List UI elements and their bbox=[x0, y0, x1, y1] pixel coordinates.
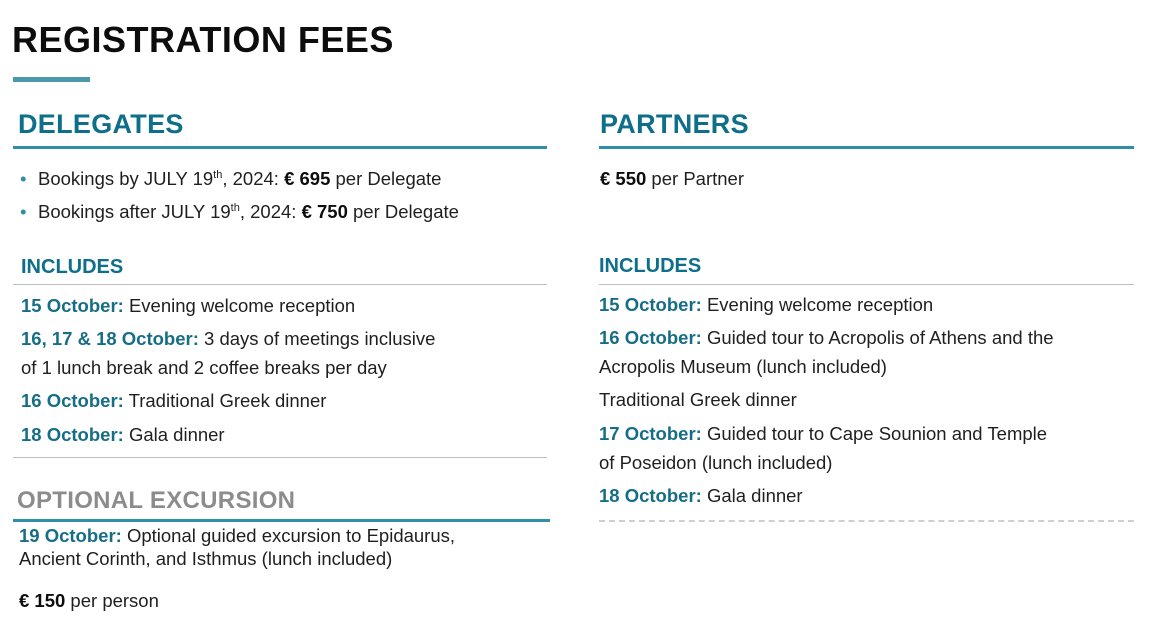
delegates-booking-early: • Bookings by JULY 19th, 2024: € 695 per Delegate bbox=[20, 162, 441, 195]
delegates-includes-heading: INCLUDES bbox=[21, 256, 124, 278]
delegates-includes-end-rule bbox=[13, 457, 547, 458]
partners-includes-end-rule bbox=[599, 520, 1134, 522]
page-title: REGISTRATION FEES bbox=[12, 19, 394, 60]
excursion-price: € 150 per person bbox=[19, 590, 159, 611]
excursion-description: 19 October: Optional guided excursion to Epidaurus, Ancient Corinth, and Isthmus (lunch included) bbox=[19, 525, 456, 569]
partners-heading-rule bbox=[599, 146, 1134, 149]
delegates-heading: DELEGATES bbox=[18, 109, 184, 139]
partners-price: € 550 per Partner bbox=[600, 168, 744, 189]
delegates-includes-rule bbox=[13, 284, 547, 285]
delegates-include-item: 16, 17 & 18 October: 3 days of meetings inclusive of 1 lunch break and 2 coffee breaks per day bbox=[21, 328, 436, 378]
partners-include-item: 16 October: Guided tour to Acropolis of Athens and the Acropolis Museum (lunch included) bbox=[599, 327, 1054, 377]
partners-includes-heading: INCLUDES bbox=[599, 255, 702, 277]
partners-include-item: Traditional Greek dinner bbox=[599, 389, 797, 410]
excursion-heading-rule bbox=[13, 519, 550, 522]
delegates-include-item: 16 October: Traditional Greek dinner bbox=[21, 390, 327, 411]
partners-includes-rule bbox=[599, 284, 1134, 285]
partners-include-item: 18 October: Gala dinner bbox=[599, 485, 803, 506]
partners-include-item: 15 October: Evening welcome reception bbox=[599, 294, 934, 315]
title-underline bbox=[13, 77, 90, 82]
partners-heading: PARTNERS bbox=[600, 109, 749, 139]
delegates-heading-rule bbox=[13, 146, 547, 149]
delegates-booking-late: • Bookings after JULY 19th, 2024: € 750 per Delegate bbox=[20, 195, 459, 228]
excursion-heading: OPTIONAL EXCURSION bbox=[17, 487, 296, 514]
partners-include-item: 17 October: Guided tour to Cape Sounion and Temple of Poseidon (lunch included) bbox=[599, 423, 1048, 473]
bullet-icon: • bbox=[20, 168, 27, 189]
delegates-include-item: 18 October: Gala dinner bbox=[21, 424, 225, 445]
bullet-icon: • bbox=[20, 201, 27, 222]
delegates-include-item: 15 October: Evening welcome reception bbox=[21, 295, 356, 316]
